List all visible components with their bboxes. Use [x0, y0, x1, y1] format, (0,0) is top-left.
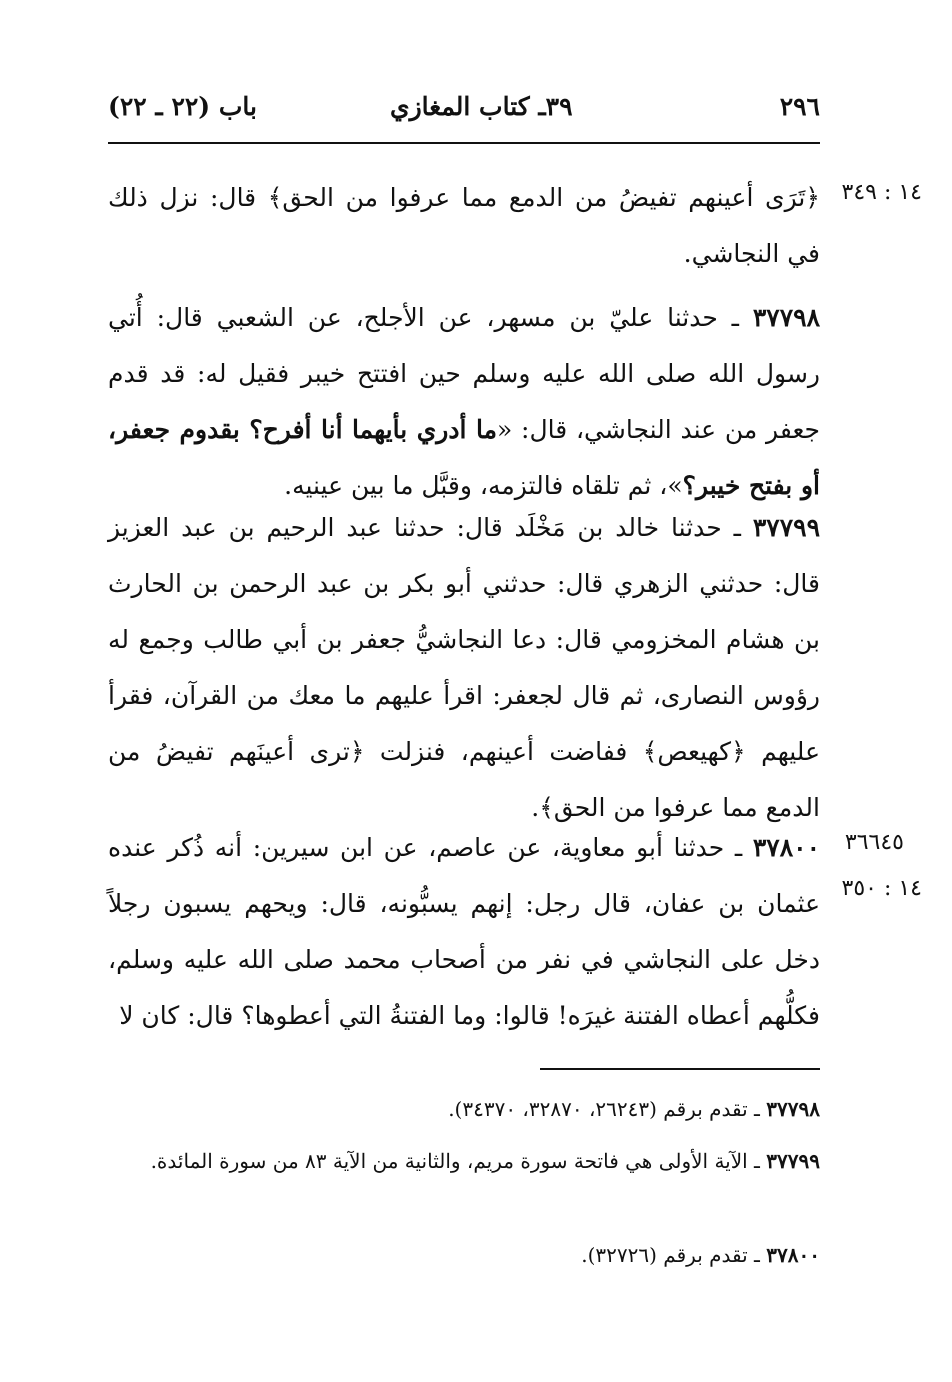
margin-ref: ١٤ : ٣٤٩ — [841, 180, 922, 205]
hadith-number: ٣٧٧٩٩ — [752, 513, 820, 542]
hadith-37799: ٣٧٧٩٩ ـ حدثنا خالد بن مَخْلَد قال: حدثنا عبد الرحيم بن عبد العزيز قال: حدثني الزهري قال: حدثني أبو بكر بن عبد الرحمن بن الحارث بن هشام المخزومي قال: دعا النجاشيُّ جعفر بن أبي طالب وجمع له رؤوس النصارى، ثم قال لجعفر: اقرأ عليهم ما معك من القرآن، فقرأ عليهم ﴿كهيعص﴾ ففاضت أعينهم، فنزلت ﴿ترى أعينَهم تفيضُ من الدمع مما عرفوا من الحق﴾. — [108, 513, 820, 822]
margin-ref: ١٤ : ٣٥٠ — [841, 876, 922, 901]
margin-ref: ٣٦٦٤٥ — [844, 830, 904, 855]
hadith-number: ٣٧٨٠٠ — [752, 833, 820, 862]
text-paragraph: ﴿تَرَى أعينهم تفيضُ من الدمع مما عرفوا من الحق﴾ قال: نزل ذلك في النجاشي. — [108, 183, 820, 268]
footnote-rule — [540, 1068, 820, 1070]
hadith-number: ٣٧٧٩٨ — [752, 303, 820, 332]
footnote: ٣٧٧٩٨ ـ تقدم برقم (٢٦٢٤٣، ٣٢٨٧٠، ٣٤٣٧٠). — [448, 1097, 820, 1121]
hadith-37800: ٣٧٨٠٠ ـ حدثنا أبو معاوية، عن عاصم، عن ابن سيرين: أنه ذُكر عنده عثمان بن عفان، قال رجل: إنهم يسبُّونه، قال: ويحهم يسبون رجلاً دخل على النجاشي في نفر من أصحاب محمد صلى الله عليه وسلم، فكلُّهم أعطاه الفتنة غيرَه! قالوا: وما الفتنةُ التي أعطوها؟ قال: كان لا — [108, 833, 820, 1030]
page-number: ٢٩٦ — [779, 92, 820, 121]
chapter-title: ٣٩ـ كتاب المغازي — [390, 92, 573, 121]
hadith-37798: ٣٧٧٩٨ ـ حدثنا عليّ بن مسهر، عن الأجلح، عن الشعبي قال: أُتي رسول الله صلى الله عليه وسلم حين افتتح خيبر فقيل له: قد قدم جعفر من عند النجاشي، قال: «ما أدري بأيهما أنا أفرح؟ بقدوم جعفر، أو بفتح خيبر؟»، ثم تلقاه فالتزمه، وقبَّل ما بين عينيه. — [108, 303, 820, 500]
header-rule — [108, 142, 820, 144]
footnote: ٣٧٨٠٠ ـ تقدم برقم (٣٢٧٢٦). — [581, 1243, 820, 1267]
section-title: باب (٢٢ ـ ٢٢) — [108, 92, 257, 121]
footnote: ٣٧٧٩٩ ـ الآية الأولى هي فاتحة سورة مريم، والثانية من الآية ٨٣ من سورة المائدة. — [150, 1149, 820, 1173]
